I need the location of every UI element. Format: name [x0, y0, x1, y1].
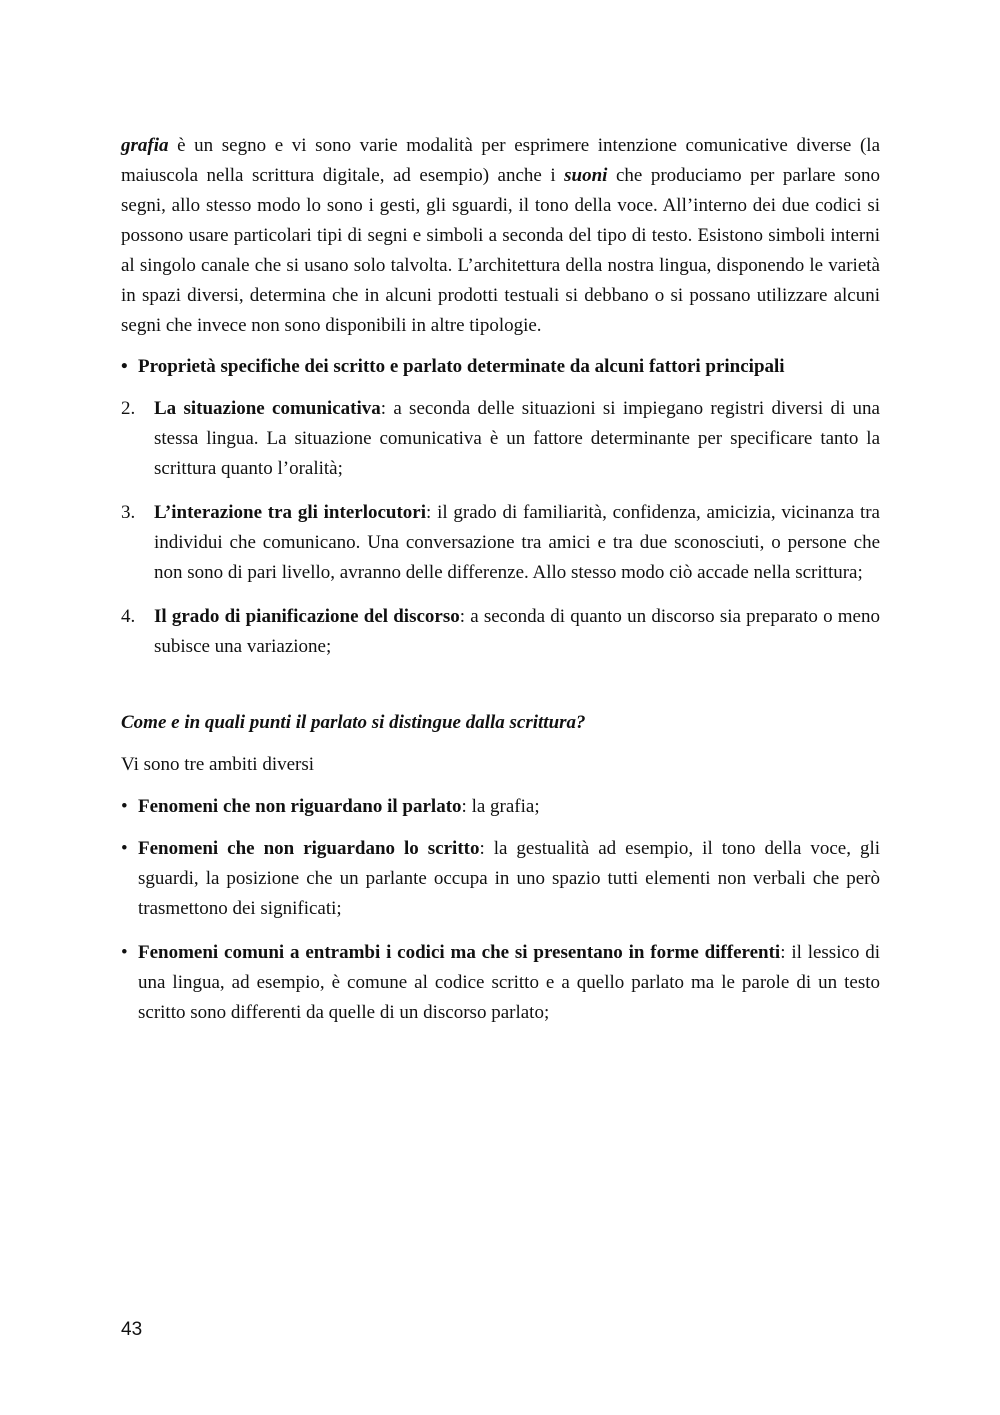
- ambit-text: : il lessico di una lingua, ad esempio, è comune al codice scritto e a quello parlato ma le parole di un testo scritto sono differenti da quelle di un discorso parlato;: [138, 942, 880, 1023]
- intro-text-2: che produciamo per parlare sono segni, allo stesso modo lo sono i gesti, gli sguardi, il tono della voce. All’interno dei due codici si possono usare particolari tipi di segni e simboli a seconda del tipo di testo. Esistono simboli interni al singolo canale che si usano solo talvolta. L’architettura della nostra lingua, disponendo le varietà in spazi diversi, determina che in alcuni prodotti testuali si debbano o si possano utilizzare alcuni segni che invece non sono disponibili in altre tipologie.: [121, 165, 880, 336]
- numbered-item: [121, 498, 880, 588]
- bullet-dot: •: [121, 796, 128, 817]
- ambit-term: Fenomeni che non riguardano il parlato: [138, 796, 462, 817]
- item-term: L’interazione tra gli interlocutori: [154, 502, 427, 523]
- item-number: 2.: [121, 398, 136, 419]
- intro-paragraph: [121, 131, 880, 341]
- item-text: : a seconda delle situazioni si impiegano registri diversi di una stessa lingua. La situazione comunicativa è un fattore determinante per specificare tanto la scrittura quanto l’oralità;: [154, 398, 880, 479]
- page-number: 43: [121, 1319, 143, 1340]
- ambit-item: [121, 792, 880, 822]
- item-number: 4.: [121, 606, 136, 627]
- bullet-dot: •: [121, 356, 128, 377]
- question-heading: [121, 708, 880, 738]
- item-term: La situazione comunicativa: [154, 398, 381, 419]
- section-heading-text: Proprietà specifiche dei scritto e parlato determinate da alcuni fattori principali: [138, 356, 785, 377]
- ambit-item: [121, 938, 880, 1028]
- ambit-term: Fenomeni comuni a entrambi i codici ma che si presentano in forme differenti: [138, 942, 781, 963]
- item-number: 3.: [121, 502, 136, 523]
- term-suoni: suoni: [564, 165, 608, 186]
- item-term: Il grado di pianificazione del discorso: [154, 606, 460, 627]
- item-text: : il grado di familiarità, confidenza, amicizia, vicinanza tra individui che comunicano. Una conversazione tra amici e tra due sconosciuti, o persone che non sono di pari livello, avranno delle differenze. Allo stesso modo ciò accade nella scrittura;: [154, 502, 880, 583]
- bullet-dot: •: [121, 942, 128, 963]
- bullet-dot: •: [121, 838, 128, 859]
- numbered-item: [121, 394, 880, 484]
- ambits-intro: Vi sono tre ambiti diversi: [121, 754, 315, 775]
- ambit-item: [121, 834, 880, 924]
- numbered-item: [121, 602, 880, 662]
- question-text: Come e in quali punti il parlato si distingue dalla scrittura?: [121, 712, 586, 733]
- section-heading: [121, 352, 880, 382]
- ambit-term: Fenomeni che non riguardano lo scritto: [138, 838, 480, 859]
- intro-text-1: è un segno e vi sono varie modalità per esprimere intenzione comunicative diverse (la maiuscola nella scrittura digitale, ad esempio) anche i: [121, 135, 880, 186]
- page-body: [121, 131, 880, 1028]
- term-grafia: grafia: [121, 135, 169, 156]
- ambit-text: : la gestualità ad esempio, il tono della voce, gli sguardi, la posizione che un parlante occupa in uno spazio tutti elementi non verbali che però trasmettono dei significati;: [138, 838, 880, 919]
- ambit-text: : la grafia;: [461, 796, 540, 817]
- item-text: : a seconda di quanto un discorso sia preparato o meno subisce una variazione;: [154, 606, 880, 657]
